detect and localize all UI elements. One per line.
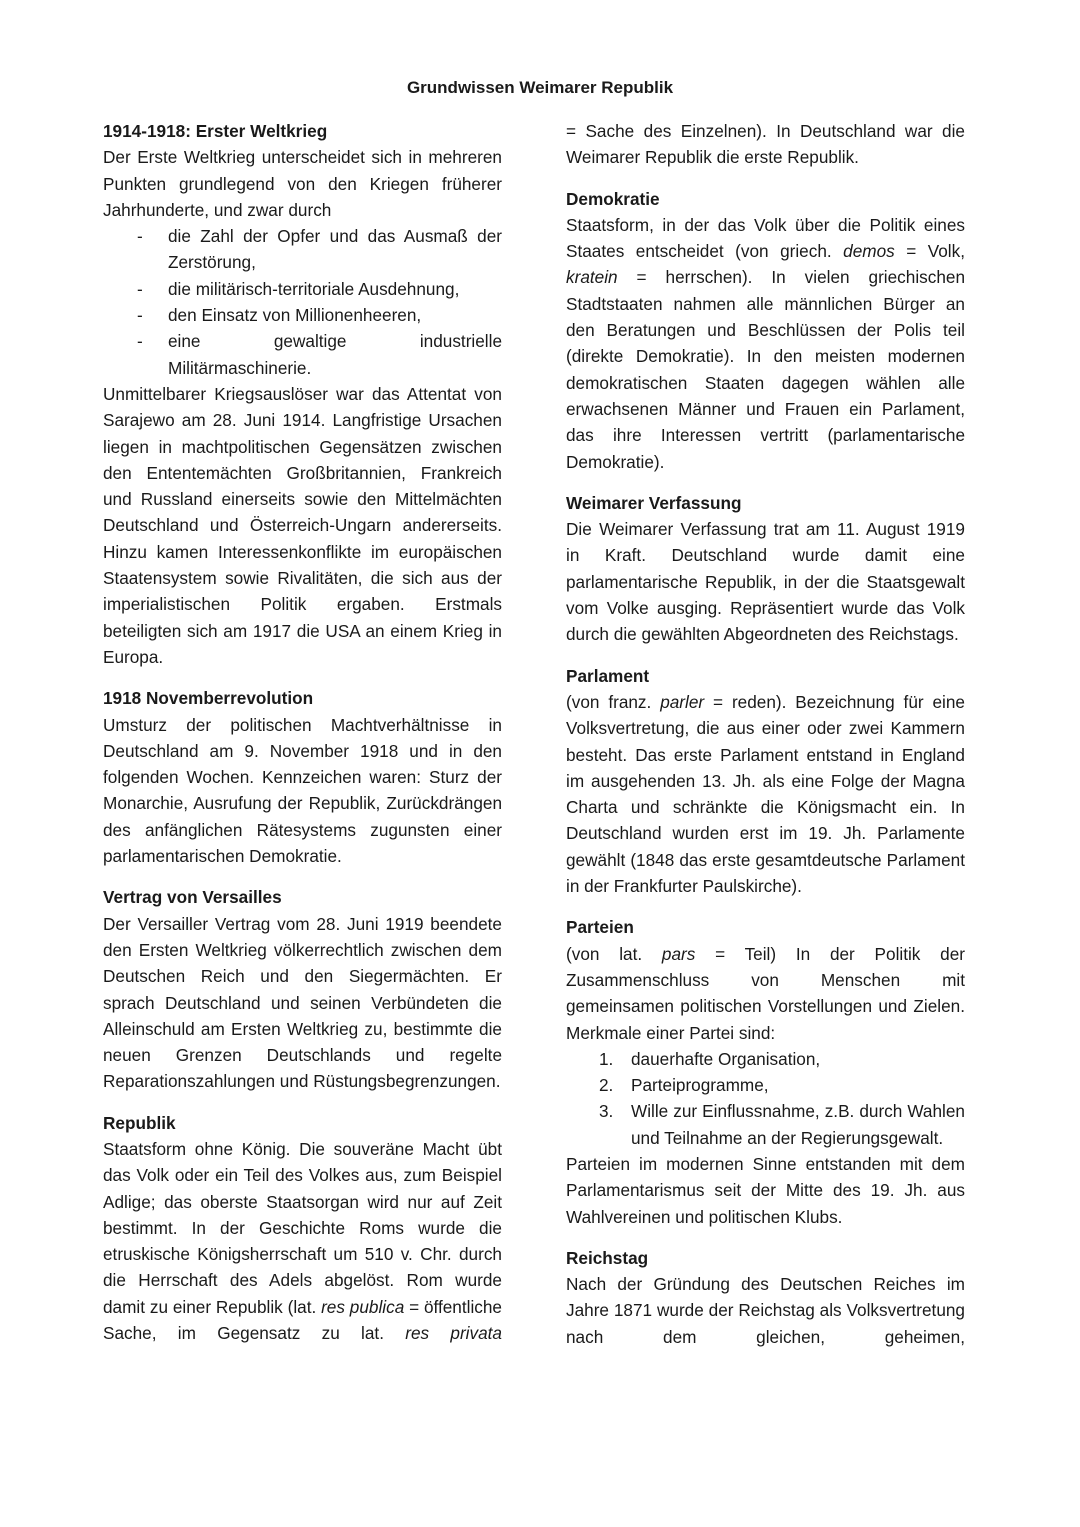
left-column (103, 118, 502, 1346)
section-reichstag (566, 1245, 965, 1350)
section-heading: Parlament (566, 665, 650, 686)
section-heading: 1914-1918: Erster Weltkrieg (103, 121, 328, 141)
text-run: Staatsform ohne König. Die souveräne Macht übt das Volk oder ein Teil des Volkes aus, zum Beispiel Adlige; das oberste Staatsorgan wird nur auf Zeit bestimmt. In der Geschichte Roms wurde die etruskische Königsherrschaft um 510 v. Chr. durch die Herrschaft des Adels abgelöst. Rom wurde damit zu einer Republik (lat. (103, 1138, 502, 1317)
text-run: (von lat. (566, 943, 662, 964)
greek-term: demos (843, 241, 895, 262)
list-item-text: Parteiprogramme, (631, 1075, 769, 1096)
section-text: Unmittelbarer Kriegsauslöser war das Attentat von Sarajewo am 28. Juni 1914. Langfristige Ursachen liegen in machtpolitischen Gegensätzen zwischen den Ententemächten Großbritannien, Frankreich und Russland einerseits sowie den Mittelmächten Deutschland und Österreich-Ungarn andererseits. Hinzu kamen Interessenkonflikte im europäischen Staatensystem sowie Rivalitäten, die sich aus der imperialistischen Politik ergaben. Erstmals beteiligten sich am 1917 die USA an einem Krieg in Europa. (103, 383, 502, 667)
section-heading: Parteien (566, 917, 634, 938)
text-run: = Teil) In der Politik der Zusammenschluss von Menschen mit gemeinsamen politischen Vorstellungen und Zielen. Merkmale einer Partei sind: (566, 943, 965, 1043)
list-item: - den Einsatz von Millionenheeren, (103, 302, 502, 328)
french-term: parler (660, 691, 705, 712)
section-text: Der Versailler Vertrag vom 28. Juni 1919 beendete den Ersten Weltkrieg völkerrechtlich zwischen dem Deutschen Reich und den Siegermächten. Er sprach Deutschland und seinen Verbündeten die Alleinschuld am Ersten Weltkrieg zu, bestimmte die neuen Grenzen Deutschlands und regelte Reparationszahlungen und Rüstungsbegrenzungen. (103, 913, 502, 1092)
list-item: - die Zahl der Opfer und das Ausmaß der Zerstörung, (103, 223, 502, 276)
section-text: Die Weimarer Verfassung trat am 11. August 1919 in Kraft. Deutschland wurde damit eine parlamentarische Republik, in der die Staatsgewalt vom Volke ausging. Repräsentiert wurde das Volk durch die gewählten Abgeordneten des Reichstags. (566, 519, 965, 645)
text-run: = Volk, (894, 241, 965, 262)
latin-term: pars (661, 943, 696, 964)
dash-list (103, 223, 502, 381)
list-item (566, 1046, 965, 1072)
section-text: Nach der Gründung des Deutschen Reiches im Jahre 1871 wurde der Reichstag als Volksvertretung nach dem gleichen, geheimen, (566, 1274, 965, 1347)
section-weltkrieg (103, 118, 502, 670)
section-text: = Sache des Einzelnen). In Deutschland war die Weimarer Republik die erste Republik. (566, 121, 965, 168)
section-heading: Reichstag (566, 1247, 649, 1268)
list-item: - eine gewaltige industrielle Militärmaschinerie. (103, 328, 502, 381)
latin-term: res privata (405, 1323, 502, 1344)
list-item-text: dauerhafte Organisation, (631, 1048, 821, 1069)
section-intro: Der Erste Weltkrieg unterscheidet sich in mehreren Punkten grundlegend von den Kriegen früherer Jahrhunderte, und zwar durch (103, 147, 502, 220)
section-text (566, 212, 965, 475)
text-run: = herrschen). In vielen griechischen Stadtstaaten nahmen alle männlichen Bürger an den Beratungen und Beschlüssen der Polis teil (direkte Demokratie). In den meisten modernen demokratischen Staaten dagegen wählen alle erwachsenen Männer und Frauen ein Parlament, das ihre Interessen vertritt (parlamentarische Demokratie). (566, 267, 965, 472)
section-republik-continued (566, 118, 965, 171)
section-text: Umsturz der politischen Machtverhältnisse in Deutschland am 9. November 1918 und in den folgenden Wochen. Kennzeichen waren: Sturz der Monarchie, Ausrufung der Republik, Zurückdrängen des anfänglichen Rätesystems zugunsten einer parlamentarischen Demokratie. (103, 714, 502, 867)
text-run: = öffentliche Sache, im Gegensatz zu lat. (103, 1296, 502, 1344)
list-number: 1. (599, 1048, 614, 1069)
section-heading: Demokratie (566, 188, 660, 209)
right-column (566, 118, 965, 1350)
section-parlament (566, 663, 965, 900)
section-heading: Vertrag von Versailles (103, 887, 282, 908)
section-parteien (566, 914, 965, 1230)
text-run: Staatsform, in der das Volk über die Politik eines Staates entscheidet (von griech. (566, 214, 965, 262)
numbered-list (566, 1046, 965, 1151)
section-text (103, 1136, 502, 1346)
section-heading: 1918 Novemberrevolution (103, 688, 314, 709)
section-text: Parteien im modernen Sinne entstanden mit dem Parlamentarismus seit der Mitte des 19. Jh. aus Wahlvereinen und politischen Klubs. (566, 1153, 965, 1227)
section-heading: Weimarer Verfassung (566, 492, 742, 513)
list-item-text: Wille zur Einflussnahme, z.B. durch Wahlen und Teilnahme an der Regierungsgewalt. (631, 1101, 965, 1148)
latin-term: res publica (321, 1296, 405, 1317)
section-verfassung (566, 490, 965, 648)
list-item (566, 1072, 965, 1098)
list-number: 3. (599, 1101, 614, 1122)
list-item: - die militärisch-territoriale Ausdehnung, (103, 276, 502, 302)
section-text (566, 941, 965, 1046)
list-number: 2. (599, 1075, 614, 1096)
section-demokratie (566, 186, 965, 475)
list-item (566, 1098, 965, 1151)
section-heading: Republik (103, 1112, 176, 1133)
section-text (566, 689, 965, 899)
section-novemberrevolution (103, 685, 502, 869)
text-run: (von franz. (566, 691, 661, 712)
section-versailles (103, 884, 502, 1094)
greek-term: kratein (566, 267, 618, 288)
section-republik (103, 1110, 502, 1347)
text-run: = reden). Bezeichnung für eine Volksvertretung, die aus einer oder zwei Kammern besteht. Das erste Parlament entstand in England im ausgehenden 13. Jh. als eine Folge der Magna Charta und schränkte die Königsmacht ein. In Deutschland wurden erst im 19. Jh. Parlamente gewählt (1848 das erste gesamtdeutsche Parlament in der Frankfurter Paulskirche). (566, 691, 965, 897)
page-title: Grundwissen Weimarer Republik (406, 78, 674, 97)
